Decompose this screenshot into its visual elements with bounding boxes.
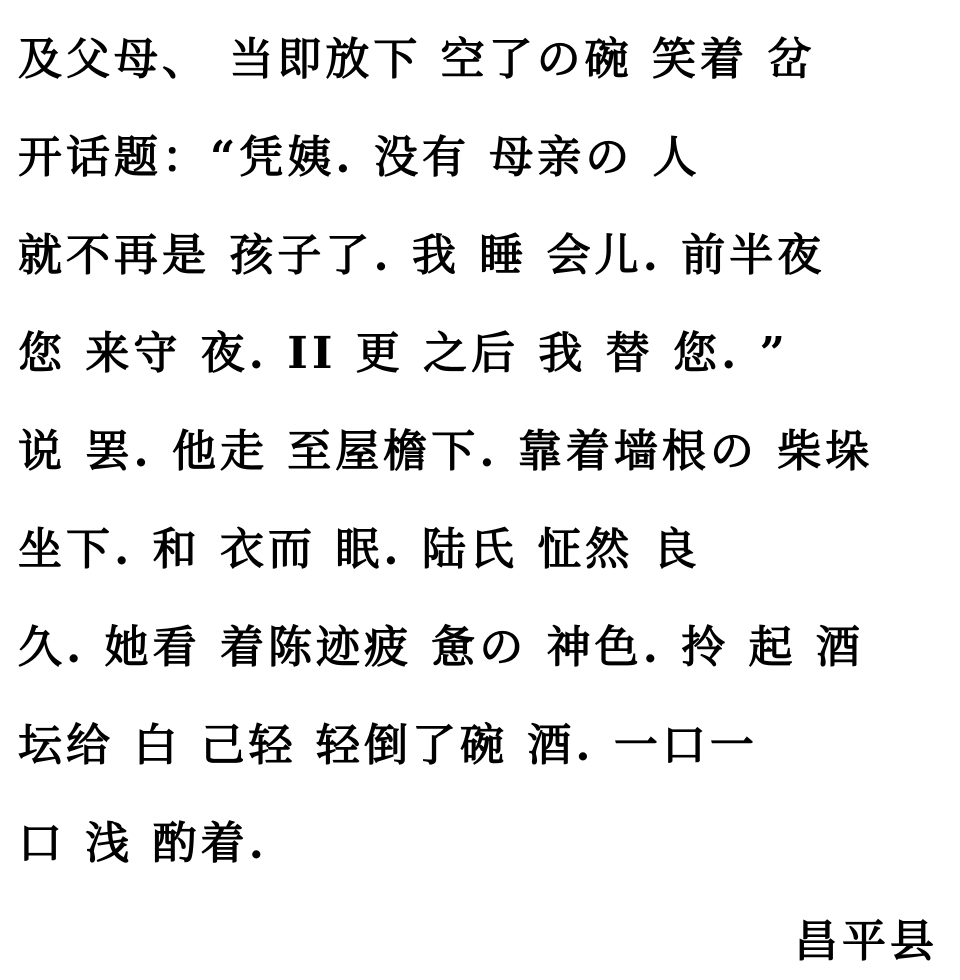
footer-place-name: 昌平县	[794, 916, 938, 967]
text-line-5: 说 罢. 他走 至屋檐下. 靠着墙根の 柴垛	[18, 426, 874, 477]
text-line-2: 开话题：“凭姨. 没有 母亲の 人	[18, 132, 701, 183]
text-line-9: 口 浅 酌着.	[18, 818, 268, 869]
text-line-7: 久. 她看 着陈迹疲 惫の 神色. 拎 起 酒	[18, 622, 864, 673]
text-line-8: 坛给 白 己轻 轻倒了碗 酒. 一口一	[18, 720, 758, 771]
text-line-1: 及父母、 当即放下 空了の碗 笑着 岔	[18, 34, 816, 85]
text-line-6: 坐下. 和 衣而 眠. 陆氏 怔然 良	[18, 524, 701, 575]
text-line-3: 就不再是 孩子了. 我 睡 会儿. 前半夜	[18, 230, 826, 281]
text-line-4: 您 来守 夜. II 更 之后 我 替 您. ”	[18, 328, 789, 379]
